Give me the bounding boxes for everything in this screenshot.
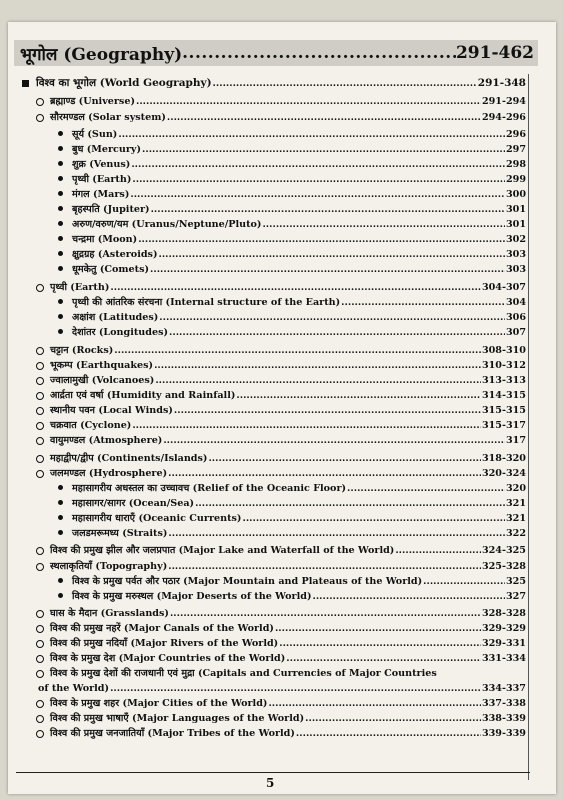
toc-entry[interactable] [72, 173, 526, 186]
circle-bullet-icon [36, 700, 44, 708]
leader-dots [110, 281, 481, 294]
dot-bullet-icon [58, 191, 63, 196]
toc-entry-label: चन्द्रमा (Moon) [72, 234, 138, 245]
toc-entry[interactable] [72, 311, 526, 324]
toc-entry-label: देशांतर (Longitudes) [72, 327, 169, 338]
toc-entry-label: वायुमण्डल (Atmosphere) [50, 435, 163, 446]
toc-entry-label: विश्व के प्रमुख मरुस्थल (Major Deserts of the World) [72, 591, 312, 602]
toc-entry-label: विश्व के प्रमुख देश (Major Countries of the World) [50, 653, 286, 664]
toc-entry-page: 334-337 [481, 683, 526, 694]
toc-entry-page: 325 [505, 576, 526, 587]
document-page [8, 22, 556, 794]
circle-bullet-icon [36, 114, 44, 122]
toc-entry-page: 337-338 [481, 698, 526, 709]
leader-dots [131, 158, 505, 171]
leader-dots [305, 712, 481, 725]
toc-entry[interactable] [50, 544, 526, 557]
circle-bullet-icon [36, 98, 44, 106]
section-title: भूगोल (Geography) [20, 44, 183, 65]
toc-entry-label: सौरमण्डल (Solar system) [50, 112, 166, 123]
toc-entry-page: 329-329 [481, 623, 526, 634]
toc-entry-label: जलडमरूमध्य (Straits) [72, 528, 168, 539]
dot-bullet-icon [58, 131, 63, 136]
dot-bullet-icon [58, 329, 63, 334]
toc-entry[interactable] [50, 607, 526, 620]
toc-entry[interactable] [72, 575, 526, 588]
circle-bullet-icon [36, 625, 44, 633]
toc-entry[interactable] [36, 77, 526, 90]
toc-entry-label: घास के मैदान (Grasslands) [50, 608, 169, 619]
toc-entry[interactable] [72, 233, 526, 246]
toc-entry-page: 321 [505, 513, 526, 524]
toc-entry-label: बुध (Mercury) [72, 144, 142, 155]
toc-entry[interactable] [50, 637, 526, 650]
toc-entry-label: ज्वालामुखी (Volcanoes) [50, 375, 155, 386]
leader-dots [174, 404, 481, 417]
leader-dots [159, 311, 505, 324]
dot-bullet-icon [58, 236, 63, 241]
toc-entry-page: 315-315 [481, 405, 526, 416]
toc-entry-page: 317 [505, 435, 526, 446]
toc-entry-label: चक्रवात (Cyclone) [50, 420, 132, 431]
circle-bullet-icon [36, 470, 44, 478]
leader-dots [395, 544, 481, 557]
dot-bullet-icon [58, 530, 63, 535]
toc-entry[interactable] [50, 359, 526, 372]
toc-entry-page: 294-296 [481, 112, 526, 123]
toc-entry-label: महासागरीय धाराएँ (Oceanic Currents) [72, 513, 242, 524]
toc-entry-label: मंगल (Mars) [72, 189, 130, 200]
dot-bullet-icon [58, 161, 63, 166]
toc-entry-page: 297 [505, 144, 526, 155]
toc-entry[interactable] [72, 527, 526, 540]
circle-bullet-icon [36, 362, 44, 370]
toc-entry-page: 301 [505, 204, 526, 215]
toc-entry[interactable] [50, 560, 526, 573]
toc-entry[interactable] [50, 622, 526, 635]
leader-dots [286, 652, 481, 665]
leader-dots [138, 233, 505, 246]
toc-entry[interactable] [50, 712, 526, 725]
leader-dots [132, 173, 505, 186]
toc-entry[interactable] [72, 248, 526, 261]
toc-entry-page: 301 [505, 219, 526, 230]
circle-bullet-icon [36, 715, 44, 723]
toc-entry[interactable] [50, 281, 526, 294]
toc-entry-page: 339-339 [481, 728, 526, 739]
toc-entry-label: विश्व की प्रमुख भाषाएँ (Major Languages of the World) [50, 713, 305, 724]
toc-entry[interactable] [50, 727, 526, 740]
toc-entry-label: विश्व की प्रमुख नहरें (Major Canals of the World) [50, 623, 274, 634]
circle-bullet-icon [36, 455, 44, 463]
leader-dots [167, 111, 481, 124]
toc-entry-page: 322 [505, 528, 526, 539]
circle-bullet-icon [36, 437, 44, 445]
toc-entry-label: स्थलाकृतियाँ (Topography) [50, 561, 168, 572]
leader-dots [236, 389, 481, 402]
toc-entry-label: ब्रह्माण्ड (Universe) [50, 96, 135, 107]
toc-entry-label: महाद्वीप/द्वीप (Continents/Islands) [50, 453, 208, 464]
dot-bullet-icon [58, 206, 63, 211]
toc-entry[interactable] [72, 590, 526, 603]
circle-bullet-icon [36, 392, 44, 400]
dot-bullet-icon [58, 500, 63, 505]
toc-entry-page: 291-294 [481, 96, 526, 107]
square-bullet-icon [22, 80, 29, 87]
leader-dots [168, 467, 481, 480]
leader-dots [213, 77, 477, 90]
toc-entry[interactable] [72, 326, 526, 339]
toc-entry-label: विश्व के प्रमुख पर्वत और पठार (Major Mountain and Plateaus of the World) [72, 576, 423, 587]
toc-entry-label: महासागर/सागर (Ocean/Sea) [72, 498, 195, 509]
toc-entry-page: 291-348 [477, 77, 526, 89]
leader-dots [150, 263, 505, 276]
toc-entry[interactable] [50, 404, 526, 417]
circle-bullet-icon [36, 284, 44, 292]
circle-bullet-icon [36, 610, 44, 618]
toc-entry-page: 306 [505, 312, 526, 323]
toc-entry[interactable] [50, 434, 526, 447]
toc-entry[interactable] [72, 218, 526, 231]
toc-entry[interactable] [50, 419, 526, 432]
toc-entry[interactable] [50, 652, 526, 665]
dot-bullet-icon [58, 515, 63, 520]
toc-entry-label: पृथ्वी (Earth) [72, 174, 132, 185]
toc-entry-page: 303 [505, 264, 526, 275]
toc-entry[interactable] [72, 158, 526, 171]
toc-entry[interactable] [50, 374, 526, 387]
toc-entry[interactable] [38, 682, 526, 695]
leader-dots [279, 637, 481, 650]
leader-dots [132, 419, 481, 432]
section-header [14, 40, 538, 66]
toc-entry-page: 331-334 [481, 653, 526, 664]
toc-entry-label: धूमकेतु (Comets) [72, 264, 150, 275]
dot-bullet-icon [58, 299, 63, 304]
leader-dots [170, 607, 481, 620]
toc-entry-label: विश्व के प्रमुख देशों की राजधानी एवं मुद्रा (Capitals and Currencies of Major Countries [50, 668, 437, 679]
toc-entry[interactable] [72, 188, 526, 201]
circle-bullet-icon [36, 422, 44, 430]
toc-entry-page: 328-328 [481, 608, 526, 619]
leader-dots [154, 359, 481, 372]
dot-bullet-icon [58, 266, 63, 271]
toc-entry-label: अक्षांश (Latitudes) [72, 312, 159, 323]
dot-bullet-icon [58, 485, 63, 490]
leader-dots [142, 143, 505, 156]
toc-entry-page: 325-328 [481, 561, 526, 572]
circle-bullet-icon [36, 655, 44, 663]
dot-bullet-icon [58, 578, 63, 583]
toc-entry-page: 321 [505, 498, 526, 509]
circle-bullet-icon [36, 547, 44, 555]
toc-entry-label: विश्व की प्रमुख नदियाँ (Major Rivers of the World) [50, 638, 279, 649]
leader-dots [118, 128, 505, 141]
footer-rule [16, 772, 530, 773]
toc-entry-label: पृथ्वी (Earth) [50, 282, 110, 293]
toc-entry-label: विश्व की प्रमुख जनजातियाँ (Major Tribes of the World) [50, 728, 295, 739]
leader-dots [341, 296, 505, 309]
toc-entry-label: सूर्य (Sun) [72, 129, 118, 140]
toc-entry[interactable] [50, 467, 526, 480]
leader-dots [110, 682, 481, 695]
leader-dots [347, 482, 505, 495]
toc-entry-label: भूकम्प (Earthquakes) [50, 360, 154, 371]
toc-entry[interactable] [72, 263, 526, 276]
toc-entry[interactable] [72, 497, 526, 510]
toc-entry-label: शुक्र (Venus) [72, 159, 131, 170]
toc-entry-label: अरुण/वरुण/यम (Uranus/Neptune/Pluto) [72, 219, 262, 230]
toc-entry[interactable] [50, 344, 526, 357]
toc-entry-page: 324-325 [481, 545, 526, 556]
leader-dots [158, 248, 504, 261]
toc-entry[interactable] [72, 143, 526, 156]
toc-entry[interactable] [50, 95, 526, 108]
leader-dots [242, 512, 504, 525]
leader-dots [155, 374, 481, 387]
toc-entry-label: विश्व के प्रमुख शहर (Major Cities of the World) [50, 698, 268, 709]
toc-entry-label: of the World) [38, 683, 110, 694]
toc-entry[interactable] [72, 512, 526, 525]
leader-dots [168, 560, 481, 573]
page-number: 5 [266, 776, 275, 790]
toc-entry-label: चट्टान (Rocks) [50, 345, 114, 356]
toc-entry-label: आर्द्रता एवं वर्षा (Humidity and Rainfall) [50, 390, 236, 401]
toc-entry[interactable] [50, 667, 526, 680]
circle-bullet-icon [36, 407, 44, 415]
toc-entry-label: स्थानीय पवन (Local Winds) [50, 405, 173, 416]
leader-dots [208, 452, 481, 465]
toc-entry-page: 314-315 [481, 390, 526, 401]
toc-entry[interactable] [72, 203, 526, 216]
leader-dots [195, 497, 505, 510]
toc-entry-page: 296 [505, 129, 526, 140]
leader-dots [114, 344, 481, 357]
toc-entry-page: 318-320 [481, 453, 526, 464]
toc-entry-page: 327 [505, 591, 526, 602]
toc-entry-label: महासागरीय अधस्तल का उच्चावच (Relief of the Oceanic Floor) [72, 483, 347, 494]
toc-entry-page: 313-313 [481, 375, 526, 386]
circle-bullet-icon [36, 640, 44, 648]
toc-entry-label: जलमण्डल (Hydrosphere) [50, 468, 168, 479]
toc-entry-page: 320 [505, 483, 526, 494]
leader-dots [275, 622, 481, 635]
toc-entry[interactable] [72, 482, 526, 495]
section-page-range: 291-462 [455, 43, 534, 63]
toc-entry-page: 307 [505, 327, 526, 338]
toc-entry-page: 304-307 [481, 282, 526, 293]
toc-entry[interactable] [50, 452, 526, 465]
circle-bullet-icon [36, 670, 44, 678]
toc-entry-page: 310-312 [481, 360, 526, 371]
toc-entry[interactable] [50, 111, 526, 124]
circle-bullet-icon [36, 563, 44, 571]
toc-entry-label: पृथ्वी की आंतरिक संरचना (Internal structure of the Earth) [72, 297, 341, 308]
dot-bullet-icon [58, 593, 63, 598]
leader-dots [182, 43, 456, 63]
leader-dots [296, 727, 481, 740]
dot-bullet-icon [58, 146, 63, 151]
toc-entry-label: क्षुद्रग्रह (Asteroids) [72, 249, 158, 260]
leader-dots [151, 203, 505, 216]
leader-dots [130, 188, 505, 201]
leader-dots [268, 697, 481, 710]
toc-entry[interactable] [72, 128, 526, 141]
circle-bullet-icon [36, 377, 44, 385]
toc-entry-page: 338-339 [481, 713, 526, 724]
toc-entry-page: 308-310 [481, 345, 526, 356]
toc-entry-label: विश्व का भूगोल (World Geography) [36, 77, 212, 89]
leader-dots [262, 218, 505, 231]
leader-dots [169, 326, 505, 339]
toc-entry-page: 304 [505, 297, 526, 308]
toc-entry-page: 320-324 [481, 468, 526, 479]
dot-bullet-icon [58, 176, 63, 181]
leader-dots [136, 95, 481, 108]
toc-entry[interactable] [50, 697, 526, 710]
leader-dots [168, 527, 505, 540]
leader-dots [163, 434, 505, 447]
toc-entry-page: 302 [505, 234, 526, 245]
circle-bullet-icon [36, 347, 44, 355]
margin-rule [528, 74, 529, 780]
dot-bullet-icon [58, 314, 63, 319]
toc-entry-page: 303 [505, 249, 526, 260]
dot-bullet-icon [58, 221, 63, 226]
leader-dots [423, 575, 505, 588]
toc-entry[interactable] [72, 296, 526, 309]
toc-entry-page: 298 [505, 159, 526, 170]
toc-entry-label: बृहस्पति (Jupiter) [72, 204, 150, 215]
toc-entry[interactable] [50, 389, 526, 402]
toc-entry-page: 299 [505, 174, 526, 185]
dot-bullet-icon [58, 251, 63, 256]
toc-entry-page: 329-331 [481, 638, 526, 649]
toc-entry-page: 300 [505, 189, 526, 200]
toc-entry-page: 315-317 [481, 420, 526, 431]
toc-entry-label: विश्व की प्रमुख झील और जलप्रपात (Major Lake and Waterfall of the World) [50, 545, 395, 556]
circle-bullet-icon [36, 730, 44, 738]
leader-dots [313, 590, 505, 603]
